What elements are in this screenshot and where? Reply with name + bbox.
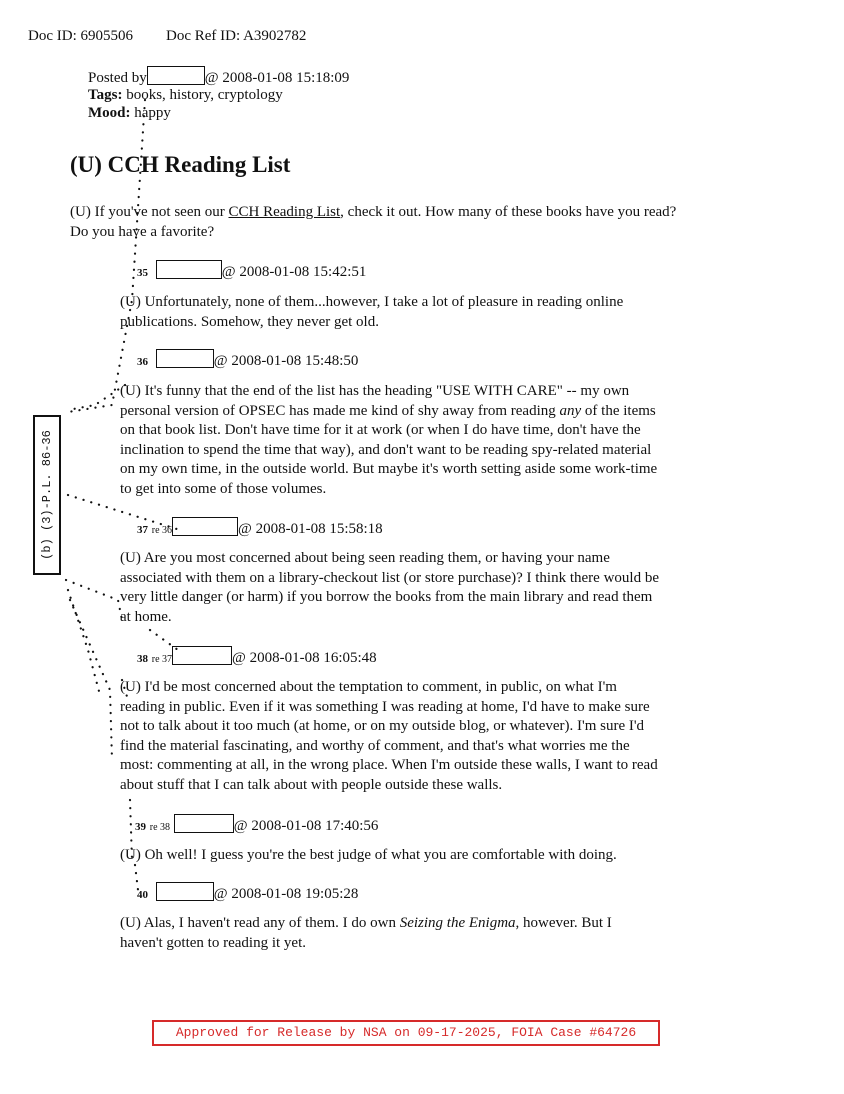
tags-row bbox=[88, 87, 283, 104]
comment-header bbox=[137, 882, 358, 903]
comment-body bbox=[120, 678, 820, 795]
comment-line: (U) Are you most concerned about being seen reading them, or having your name bbox=[120, 550, 610, 566]
comment-body bbox=[120, 846, 820, 866]
comment-line: most: commenting at all, in the wrong place. When I'm outside these walls, I want to read bbox=[120, 757, 658, 773]
redacted-name-box bbox=[172, 517, 238, 536]
tags-label: Tags: bbox=[88, 87, 123, 103]
post-body-line: (U) If you've not seen our CCH Reading List, check it out. How many of these books have you read? bbox=[70, 204, 677, 220]
comment-timestamp: @ 2008-01-08 15:42:51 bbox=[221, 264, 367, 280]
comment-body bbox=[120, 382, 820, 499]
mood-row bbox=[88, 105, 171, 122]
comment-number: 40 bbox=[137, 889, 148, 901]
comment-line: very little danger (or harm) if you borrow the books from the main library and read them bbox=[120, 589, 653, 605]
comment-line: inclination to spend the time that way), and don't want to be reading spy-related material bbox=[120, 441, 652, 458]
redacted-name-box bbox=[172, 646, 232, 665]
post-title: (U) CCH Reading List bbox=[70, 152, 291, 177]
post-body bbox=[70, 203, 790, 242]
comment-body bbox=[120, 293, 820, 332]
comment-header bbox=[137, 517, 383, 538]
comment-reply-to: re 37 bbox=[151, 654, 173, 665]
exemption-code: (b) (3)-P.L. 86-36 bbox=[40, 430, 54, 560]
comment-header bbox=[137, 349, 358, 370]
comment-line: on my own time, in the outside world. But maybe it's worth setting aside some work-time bbox=[120, 461, 658, 477]
comment-line: haven't gotten to reading it yet. bbox=[120, 934, 306, 951]
comment-line: reading in public. Even if it was something I was reading at home, I'd have to make sure bbox=[120, 698, 650, 715]
mood-label: Mood: bbox=[88, 105, 131, 121]
doc-id: Doc ID: 6905506 bbox=[28, 28, 133, 44]
comment-line: on that book list. Don't have time for it at work (or when I do have time, don't have the bbox=[120, 422, 641, 438]
comment-header bbox=[135, 814, 378, 835]
comment-line: (U) It's funny that the end of the list has the heading "USE WITH CARE" -- my own bbox=[120, 383, 630, 399]
comment-number: 36 bbox=[137, 356, 148, 368]
comment-number: 37 bbox=[137, 524, 148, 536]
comment-line: associated with them on a library-checkout list (or store purchase)? I think there would be bbox=[120, 569, 659, 586]
comment-number: 38 bbox=[137, 653, 148, 665]
post-body-line: Do you have a favorite? bbox=[70, 223, 215, 240]
mood-value: happy bbox=[134, 105, 171, 121]
comment-line: publications. Somehow, they never get old. bbox=[120, 313, 379, 330]
redacted-name-box bbox=[156, 260, 222, 279]
redacted-name-box bbox=[174, 814, 234, 833]
comment-line: to get into some of those volumes. bbox=[120, 480, 327, 497]
comment-timestamp: @ 2008-01-08 17:40:56 bbox=[233, 818, 379, 834]
comment-line: (U) Oh well! I guess you're the best judge of what you are comfortable with doing. bbox=[120, 847, 617, 863]
exemption-box bbox=[33, 415, 61, 575]
redacted-name-box bbox=[156, 882, 214, 901]
comment-timestamp: @ 2008-01-08 16:05:48 bbox=[232, 650, 377, 666]
redacted-name-box bbox=[156, 349, 214, 368]
posted-by-label: Posted by bbox=[88, 70, 147, 86]
comment-timestamp: @ 2008-01-08 19:05:28 bbox=[213, 886, 359, 902]
posted-by-row bbox=[88, 66, 349, 87]
doc-ref-id: Doc Ref ID: A3902782 bbox=[166, 28, 307, 44]
comment-number: 39 bbox=[135, 821, 146, 833]
comment-line: at home. bbox=[120, 608, 172, 625]
comment-body bbox=[120, 914, 820, 953]
post-timestamp: @ 2008-01-08 15:18:09 bbox=[204, 70, 350, 86]
comment-line: (U) Alas, I haven't read any of them. I do own Seizing the Enigma, however. But I bbox=[120, 915, 612, 931]
reading-list-link[interactable]: CCH Reading List bbox=[228, 204, 341, 220]
redacted-name-box bbox=[147, 66, 205, 85]
comment-line: about stuff that I can talk about with people outside these walls. bbox=[120, 776, 503, 793]
comment-number: 35 bbox=[137, 267, 148, 279]
comment-line: find the material fascinating, and worthy of comment, and that's what worries me the bbox=[120, 737, 630, 754]
comment-reply-to: re 38 bbox=[149, 822, 171, 833]
tags-value: books, history, cryptology bbox=[126, 87, 283, 103]
comment-body bbox=[120, 549, 820, 627]
comment-line: personal version of OPSEC has made me kind of shy away from reading any of the items bbox=[120, 402, 656, 419]
comment-line: (U) I'd be most concerned about the temptation to comment, in public, on what I'm bbox=[120, 679, 617, 695]
comment-timestamp: @ 2008-01-08 15:58:18 bbox=[238, 521, 383, 537]
comment-line: not to talk about it too much (at home, or on my outside blog, or whatever). I'm sure I'd bbox=[120, 718, 645, 734]
release-stamp: Approved for Release by NSA on 09-17-2025, FOIA Case #64726 bbox=[152, 1020, 660, 1046]
comment-timestamp: @ 2008-01-08 15:48:50 bbox=[213, 353, 359, 369]
comment-header bbox=[137, 260, 366, 281]
comment-header bbox=[137, 646, 377, 667]
comment-reply-to: re 36 bbox=[151, 525, 173, 536]
comment-line: (U) Unfortunately, none of them...however, I take a lot of pleasure in reading online bbox=[120, 294, 624, 310]
